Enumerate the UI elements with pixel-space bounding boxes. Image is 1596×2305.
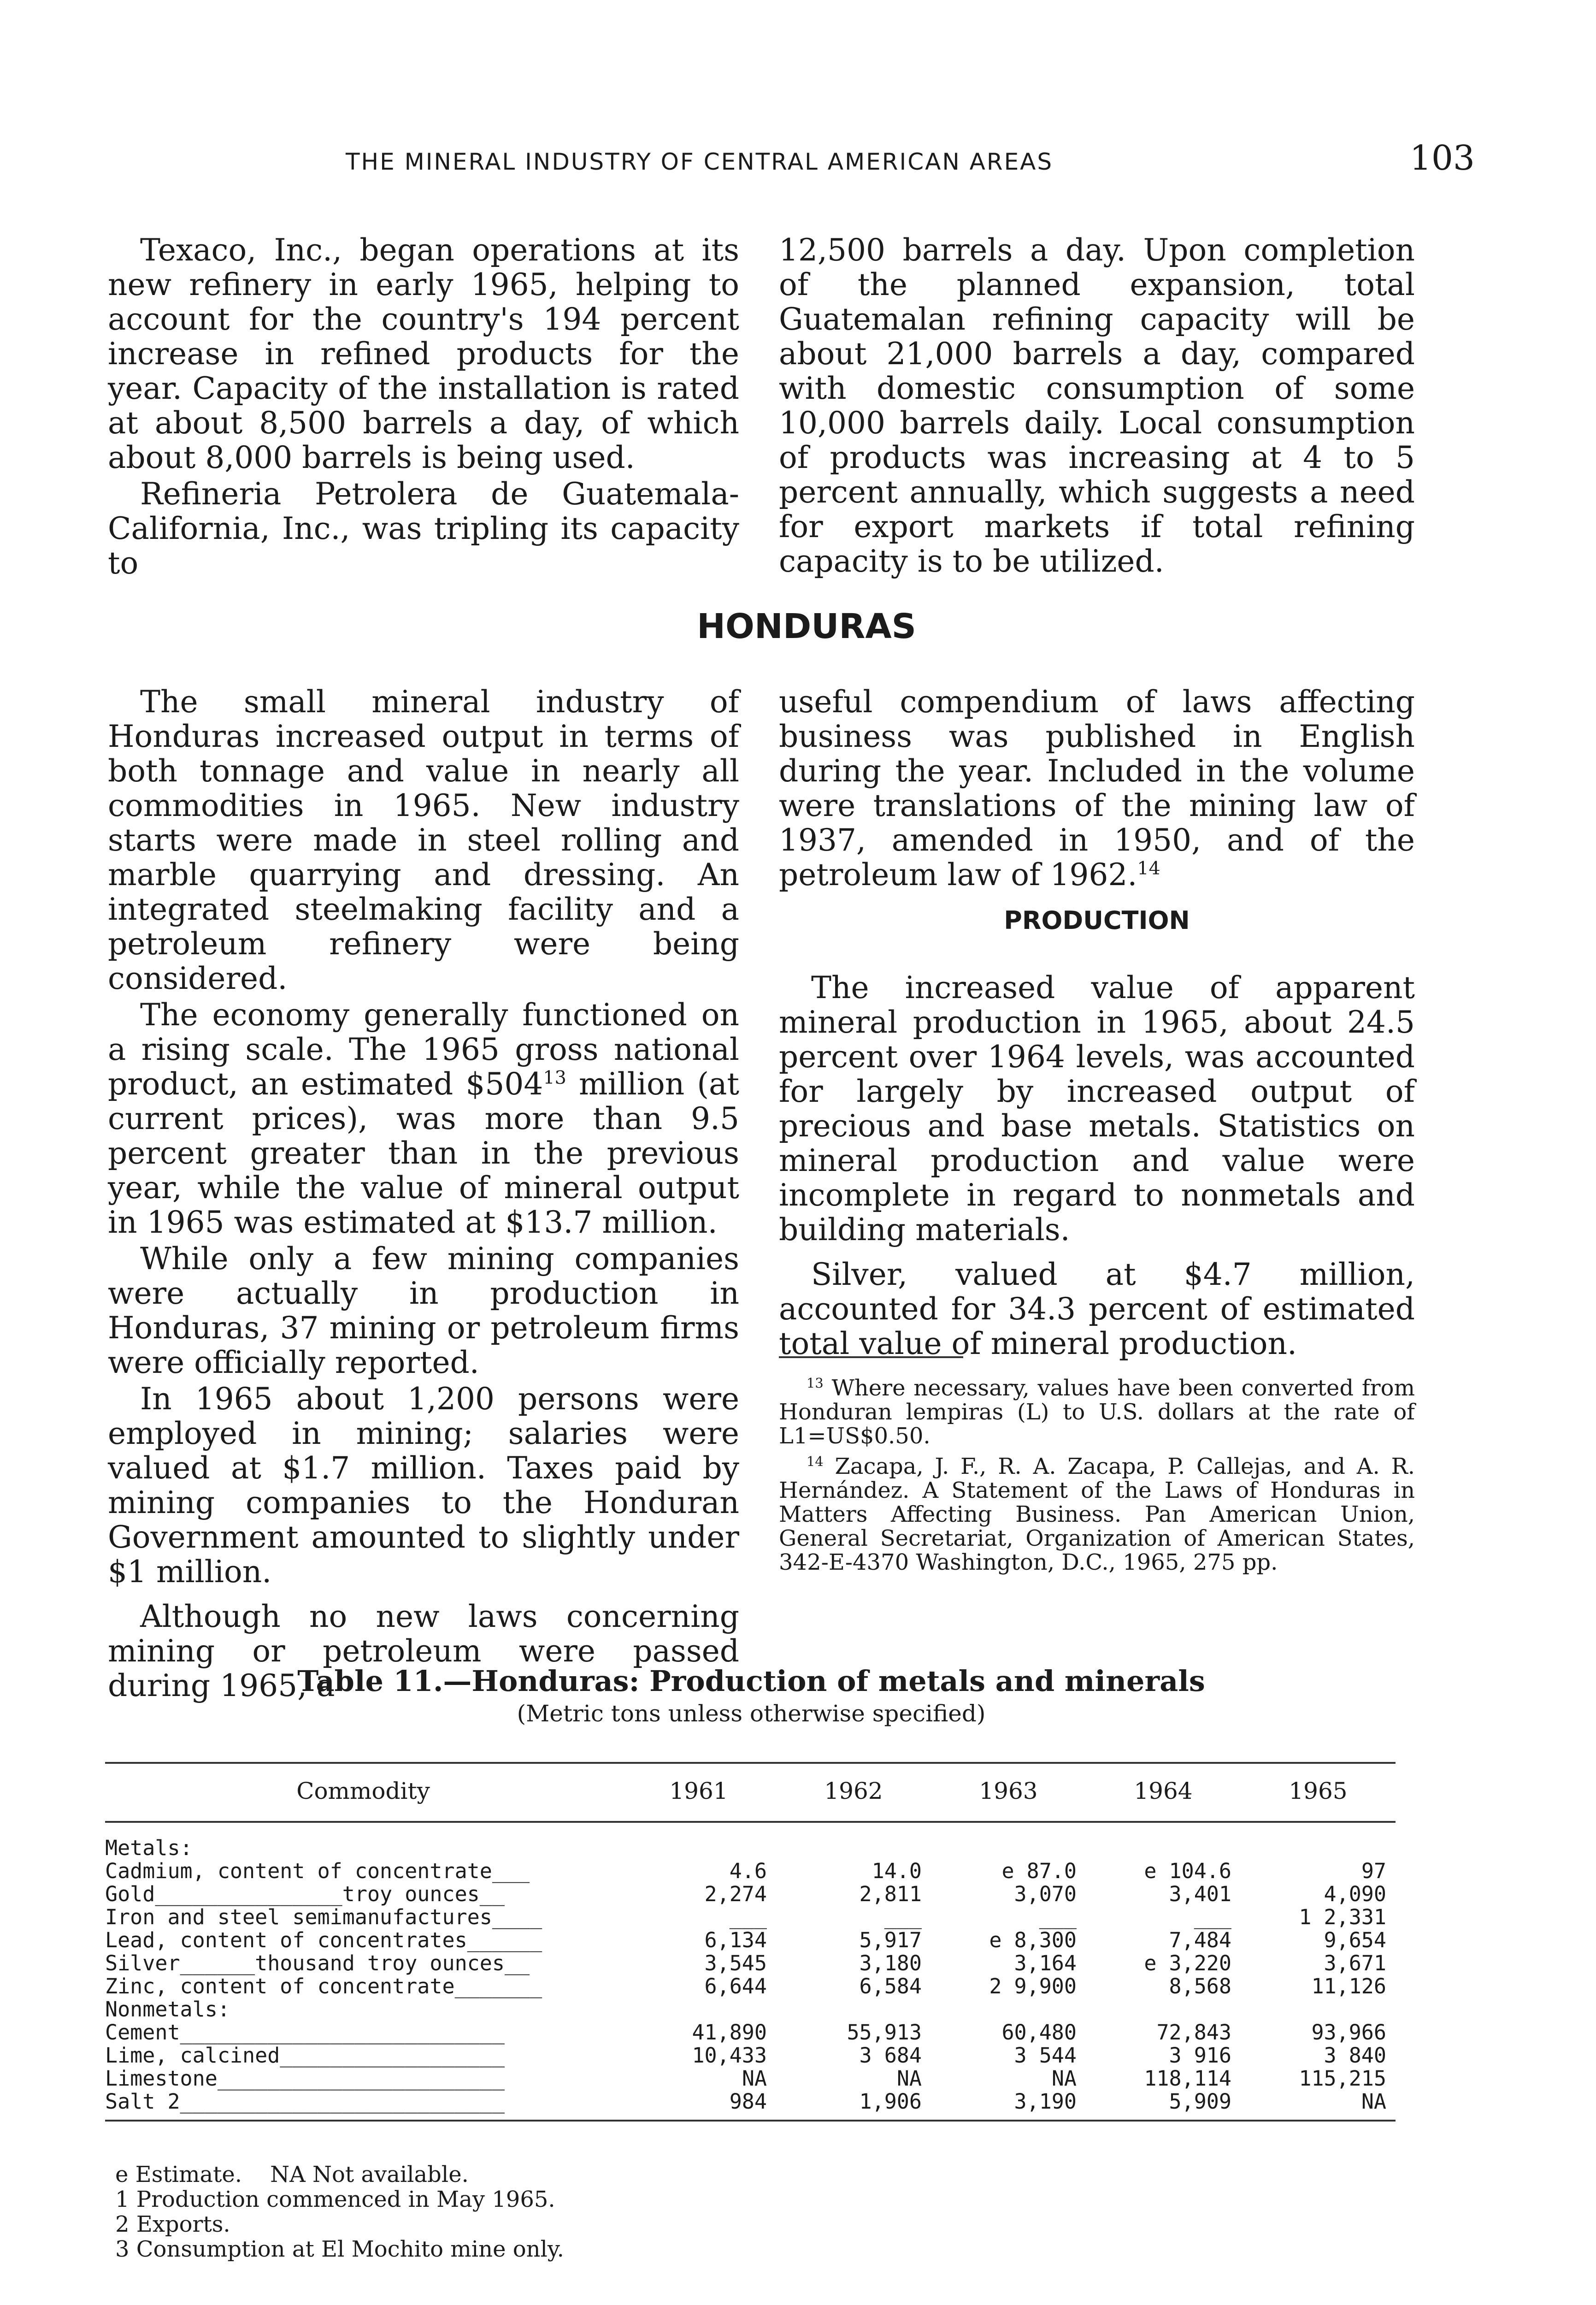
value-cell: NA — [1241, 2090, 1396, 2121]
value-cell: 3 840 — [1324, 2043, 1386, 2068]
value-cell: e 104.6 — [1144, 1859, 1231, 1883]
paragraph — [779, 685, 1415, 892]
footnote-mark: 14 — [807, 1454, 824, 1469]
value-cell: 3,180 — [859, 1951, 922, 1975]
production-table — [105, 1762, 1396, 2122]
value-cell: 2,274 — [704, 1882, 767, 1906]
column-header: 1964 — [1086, 1763, 1241, 1822]
footnote-ref: 13 — [543, 1067, 566, 1088]
table-row — [105, 1883, 1396, 1906]
footnote-ref: 14 — [1137, 858, 1160, 879]
value-cell: 3,401 — [1169, 1882, 1231, 1906]
footnote-rule — [779, 1356, 963, 1358]
value-cell: 3,190 — [931, 2090, 1086, 2121]
commodity-cell: Limestone_______________________ — [105, 2066, 505, 2091]
table-caption: Table 11.—Honduras: Production of metals and minerals — [297, 1664, 1205, 1698]
text-span: million (at current prices), was more than 9.5 percent greater than in the previous year, while the value of mineral output in 1965 was estimated at $13.7 million. — [108, 1066, 739, 1240]
value-cell: 41,890 — [692, 2020, 767, 2045]
table-row — [105, 2021, 1396, 2044]
value-cell: 11,126 — [1311, 1974, 1386, 1998]
value-cell: 72,843 — [1156, 2020, 1231, 2045]
column-header: 1962 — [776, 1763, 931, 1822]
paragraph — [108, 998, 739, 1240]
value-cell: NA — [896, 2066, 922, 2091]
column-header: 1961 — [621, 1763, 776, 1822]
value-cell: ___ — [729, 1905, 767, 1929]
commodity-cell: Lime, calcined__________________ — [105, 2043, 505, 2068]
column-header: 1965 — [1241, 1763, 1396, 1822]
paragraph: In 1965 about 1,200 persons were employed in mining; salaries were valued at $1.7 million. Taxes paid by mining companies to the Honduran Government amounted to slightly under $1 million. — [108, 1381, 739, 1590]
table-row — [105, 1929, 1396, 1952]
value-cell: 10,433 — [692, 2043, 767, 2068]
table-row — [105, 1906, 1396, 1929]
value-cell: 55,913 — [847, 2020, 922, 2045]
value-cell: 5,917 — [859, 1928, 922, 1952]
text-span: useful compendium of laws affecting business was published in English during the year. Included in the volume were translations of the mining law of 1937, amended in 1950, and of the petroleum law of 1962. — [779, 684, 1415, 892]
value-cell: NA — [1051, 2066, 1077, 2091]
section-title: HONDURAS — [697, 607, 916, 646]
top-right-column — [779, 233, 1415, 579]
column-header: Commodity — [105, 1763, 621, 1822]
footnote-mark: 13 — [807, 1375, 824, 1391]
value-cell: 984 — [621, 2090, 776, 2121]
page-number: 103 — [1409, 138, 1475, 178]
value-cell: 4.6 — [729, 1859, 767, 1883]
honduras-left-column — [108, 685, 739, 1703]
value-cell: 14.0 — [872, 1859, 922, 1883]
value-cell: 115,215 — [1299, 2066, 1386, 2091]
value-cell: e 8,300 — [989, 1928, 1077, 1952]
value-cell: e 3,220 — [1144, 1951, 1231, 1975]
group-row — [105, 1998, 1396, 2021]
value-cell: 8,568 — [1169, 1974, 1231, 1998]
column-header: 1963 — [931, 1763, 1086, 1822]
commodity-cell: Silver______thousand troy ounces__ — [105, 1951, 530, 1975]
value-cell: ___ — [1194, 1905, 1231, 1929]
value-cell: ___ — [1039, 1905, 1077, 1929]
value-cell: 2 9,900 — [989, 1974, 1077, 1998]
value-cell: 3 544 — [1014, 2043, 1077, 2068]
value-cell: 1 2,331 — [1299, 1905, 1386, 1929]
table-note: e Estimate. NA Not available. — [115, 2162, 469, 2187]
value-cell: 3,671 — [1324, 1951, 1386, 1975]
paragraph: Although no new laws concerning mining or petroleum were passed during 1965, a — [108, 1599, 739, 1703]
paragraph: The small mineral industry of Honduras increased output in terms of both tonnage and value in nearly all commodities in 1965. New industry starts were made in steel rolling and marble quarrying and dressing. An integrated steelmaking facility and a petroleum refinery were being considered. — [108, 684, 739, 996]
paragraph: Silver, valued at $4.7 million, accounted for 34.3 percent of estimated total value of mineral production. — [779, 1257, 1415, 1361]
commodity-cell: Lead, content of concentrates______ — [105, 1928, 542, 1952]
honduras-right-column — [779, 685, 1415, 892]
paragraph: Texaco, Inc., began operations at its new refinery in early 1965, helping to account for the country's 194 percent increase in refined products for the year. Capacity of the installation is rated at about 8,500 barrels a day, of which about 8,000 barrels is being used. — [108, 232, 739, 475]
table-note: 3 Consumption at El Mochito mine only. — [115, 2236, 564, 2262]
value-cell: 3 916 — [1169, 2043, 1231, 2068]
value-cell: 6,644 — [704, 1974, 767, 1998]
value-cell: 3,070 — [1014, 1882, 1077, 1906]
text-span: The economy generally functioned on a rising scale. The 1965 gross national product, an estimated $504 — [108, 997, 739, 1102]
value-cell: 118,114 — [1144, 2066, 1231, 2091]
commodity-cell: Iron and steel semimanufactures____ — [105, 1905, 542, 1929]
value-cell: ___ — [884, 1905, 922, 1929]
value-cell: 9,654 — [1324, 1928, 1386, 1952]
table-notes — [115, 2162, 853, 2262]
running-title: THE MINERAL INDUSTRY OF CENTRAL AMERICAN AREAS — [346, 148, 1054, 175]
footnotes — [779, 1376, 1415, 1574]
table-note: 2 Exports. — [115, 2211, 230, 2237]
value-cell: NA — [742, 2066, 767, 2091]
commodity-cell: Zinc, content of concentrate_______ — [105, 1974, 542, 1998]
commodity-cell: Gold_______________troy ounces__ — [105, 1882, 505, 1906]
value-cell: 60,480 — [1001, 2020, 1077, 2045]
table-row — [105, 2067, 1396, 2090]
value-cell: 4,090 — [1324, 1882, 1386, 1906]
table-row — [105, 1975, 1396, 1998]
commodity-cell: Salt 2__________________________ — [105, 2090, 621, 2121]
paragraph: 12,500 barrels a day. Upon completion of the planned expansion, total Guatemalan refining capacity will be about 21,000 barrels a day, compared with domestic consumption of some 10,000 barrels daily. Local consumption of products was increasing at 4 to 5 percent annually, which suggests a need for export markets if total refining capacity is to be utilized. — [779, 232, 1415, 579]
commodity-cell: Cadmium, content of concentrate___ — [105, 1859, 530, 1883]
paragraph: Refineria Petrolera de Guatemala-California, Inc., was tripling its capacity to — [108, 476, 739, 581]
table-note: 1 Production commenced in May 1965. — [115, 2187, 555, 2212]
group-row — [105, 1822, 1396, 1860]
table-row — [105, 2090, 1396, 2121]
value-cell: 93,966 — [1311, 2020, 1386, 2045]
paragraph: The increased value of apparent mineral production in 1965, about 24.5 percent over 1964 levels, was accounted for largely by increased output of precious and base metals. Statistics on mineral production and value were incomplete in regard to nonmetals and building materials. — [779, 970, 1415, 1247]
value-cell: 3,545 — [704, 1951, 767, 1975]
value-cell: e 87.0 — [1001, 1859, 1077, 1883]
footnote-text: Zacapa, J. F., R. A. Zacapa, P. Callejas, and A. R. Hernández. A Statement of the Laws of Honduras in Matters Affecting Business. Pan American Union, General Secretariat, Organization of American States, 342-E-4370 Washington, D.C., 1965, 275 pp. — [779, 1454, 1415, 1575]
value-cell: 3,164 — [1014, 1951, 1077, 1975]
commodity-cell: Cement__________________________ — [105, 2020, 505, 2045]
table-row — [105, 2044, 1396, 2067]
value-cell: 7,484 — [1169, 1928, 1231, 1952]
value-cell: 6,134 — [704, 1928, 767, 1952]
value-cell: 6,584 — [859, 1974, 922, 1998]
group-label: Nonmetals: — [105, 1997, 230, 2021]
table-row — [105, 1860, 1396, 1883]
top-left-column — [108, 233, 739, 580]
table-row — [105, 1952, 1396, 1975]
production-text — [779, 970, 1415, 1361]
table-header-row — [105, 1763, 1396, 1822]
footnote — [779, 1454, 1415, 1574]
value-cell: 97 — [1361, 1859, 1386, 1883]
production-subheading: PRODUCTION — [1004, 906, 1190, 935]
footnote-text: Where necessary, values have been converted from Honduran lempiras (L) to U.S. dollars at the rate of L1=US$0.50. — [779, 1375, 1415, 1449]
footnote — [779, 1376, 1415, 1448]
value-cell: 2,811 — [859, 1882, 922, 1906]
value-cell: 1,906 — [776, 2090, 931, 2121]
value-cell: 5,909 — [1086, 2090, 1241, 2121]
value-cell: 3 684 — [859, 2043, 922, 2068]
group-label: Metals: — [105, 1836, 193, 1860]
table-subcaption: (Metric tons unless otherwise specified) — [517, 1700, 986, 1727]
paragraph: While only a few mining companies were actually in production in Honduras, 37 mining or petroleum firms were officially reported. — [108, 1241, 739, 1380]
